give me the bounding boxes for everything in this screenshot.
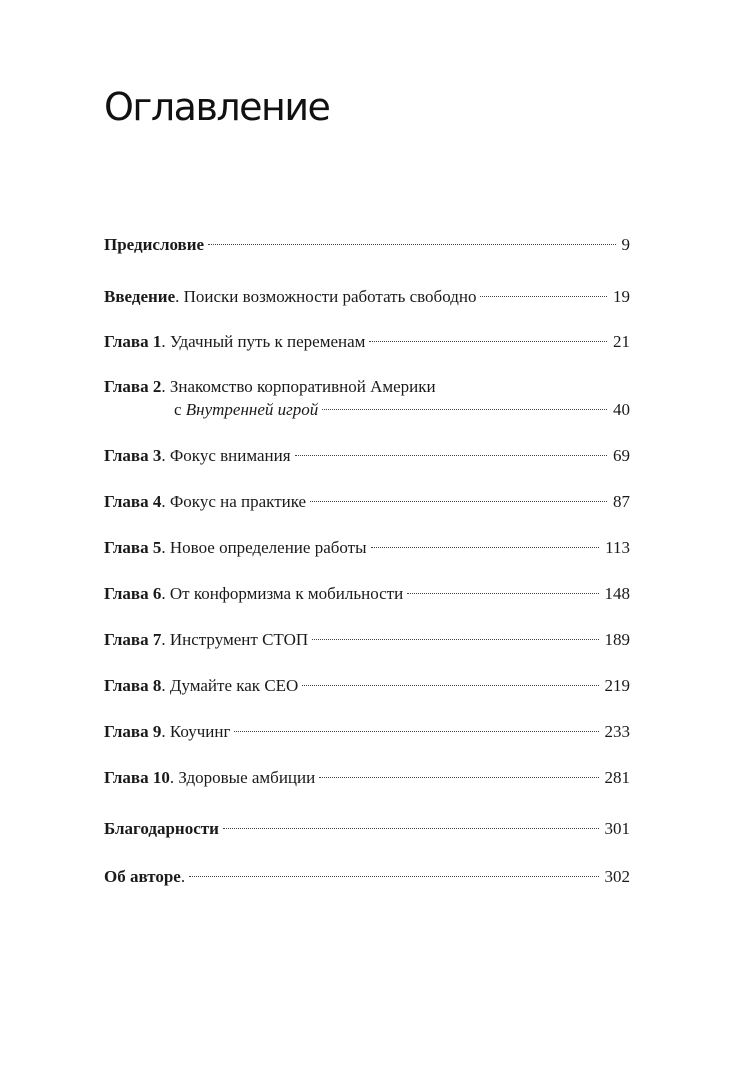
toc-entry-label: Глава 4. Фокус на практике [104, 492, 307, 511]
toc-page-number: 219 [604, 676, 630, 695]
toc-entry-label: Глава 8. Думайте как CEO [104, 676, 299, 695]
toc-entry-chapter-1[interactable] [104, 331, 630, 353]
toc-entry-label: Глава 1. Удачный путь к переменам [104, 332, 366, 351]
toc-page-number: 281 [604, 768, 630, 787]
toc-dot-leader [208, 244, 615, 245]
toc-dot-leader [369, 341, 607, 342]
toc-entry-text: . Знакомство корпоративной Америки [161, 377, 436, 396]
toc-page-number: 148 [604, 584, 630, 603]
toc-dot-leader [407, 593, 598, 594]
toc-entry-label: Глава 6. От конформизма к мобильности [104, 584, 404, 603]
toc-page-number: 9 [621, 235, 630, 254]
toc-entry-introduction[interactable] [104, 286, 630, 308]
toc-dot-leader [234, 731, 598, 732]
toc-page-number: 87 [613, 492, 630, 511]
toc-entry-label: Введение. Поиски возможности работать свободно [104, 287, 477, 306]
toc-entry-label: Глава 10. Здоровые амбиции [104, 768, 316, 787]
toc-page-number: 69 [613, 446, 630, 465]
toc-dot-leader [295, 455, 607, 456]
toc-entry-chapter-4[interactable] [104, 491, 630, 513]
toc-entry-label: с Внутренней игрой [174, 400, 319, 419]
toc-page-number: 302 [604, 867, 630, 886]
toc-entry-chapter-5[interactable] [104, 537, 630, 559]
toc-page-number: 233 [604, 722, 630, 741]
toc-dot-leader [312, 639, 598, 640]
toc-entry-chapter-3[interactable] [104, 445, 630, 467]
toc-entry-label: Об авторе. [104, 867, 186, 886]
toc-dot-leader [322, 409, 607, 410]
toc-entry-about-author[interactable] [104, 866, 630, 888]
toc-entry-label: Глава 9. Коучинг [104, 722, 231, 741]
toc-page-number: 301 [604, 819, 630, 838]
toc-entry-label: Глава 5. Новое определение работы [104, 538, 367, 557]
toc-entry-chapter-9[interactable] [104, 721, 630, 743]
toc-dot-leader [223, 828, 599, 829]
toc-entry-label: Предисловие [104, 235, 205, 254]
toc-dot-leader [319, 777, 598, 778]
toc-dot-leader [302, 685, 598, 686]
toc-entry-acknowledgements[interactable] [104, 818, 630, 840]
toc-dot-leader [189, 876, 598, 877]
toc-entry-chapter-2-line-2[interactable] [104, 399, 630, 421]
toc-entry-preface[interactable] [104, 234, 630, 256]
toc-entry-chapter-8[interactable] [104, 675, 630, 697]
toc-page-number: 19 [613, 287, 630, 306]
toc-dot-leader [310, 501, 607, 502]
toc-entry-chapter-6[interactable] [104, 583, 630, 605]
toc-entry-label: Благодарности [104, 819, 219, 838]
toc-page-number: 113 [605, 538, 630, 557]
toc-dot-leader [480, 296, 607, 297]
toc-entry-label: Глава 7. Инструмент СТОП [104, 630, 309, 649]
toc-entry-chapter-10[interactable] [104, 767, 630, 789]
toc-entry-label: Глава 3. Фокус внимания [104, 446, 291, 465]
toc-entry-prefix: Глава 2 [104, 377, 162, 396]
toc-page-number: 21 [613, 332, 630, 351]
toc-entry-chapter-7[interactable] [104, 629, 630, 651]
toc-page-number: 189 [604, 630, 630, 649]
toc-entry-chapter-2-line-1[interactable] [104, 376, 436, 398]
page-title: Оглавление [104, 85, 330, 129]
toc-page-number: 40 [613, 400, 630, 419]
toc-dot-leader [371, 547, 600, 548]
